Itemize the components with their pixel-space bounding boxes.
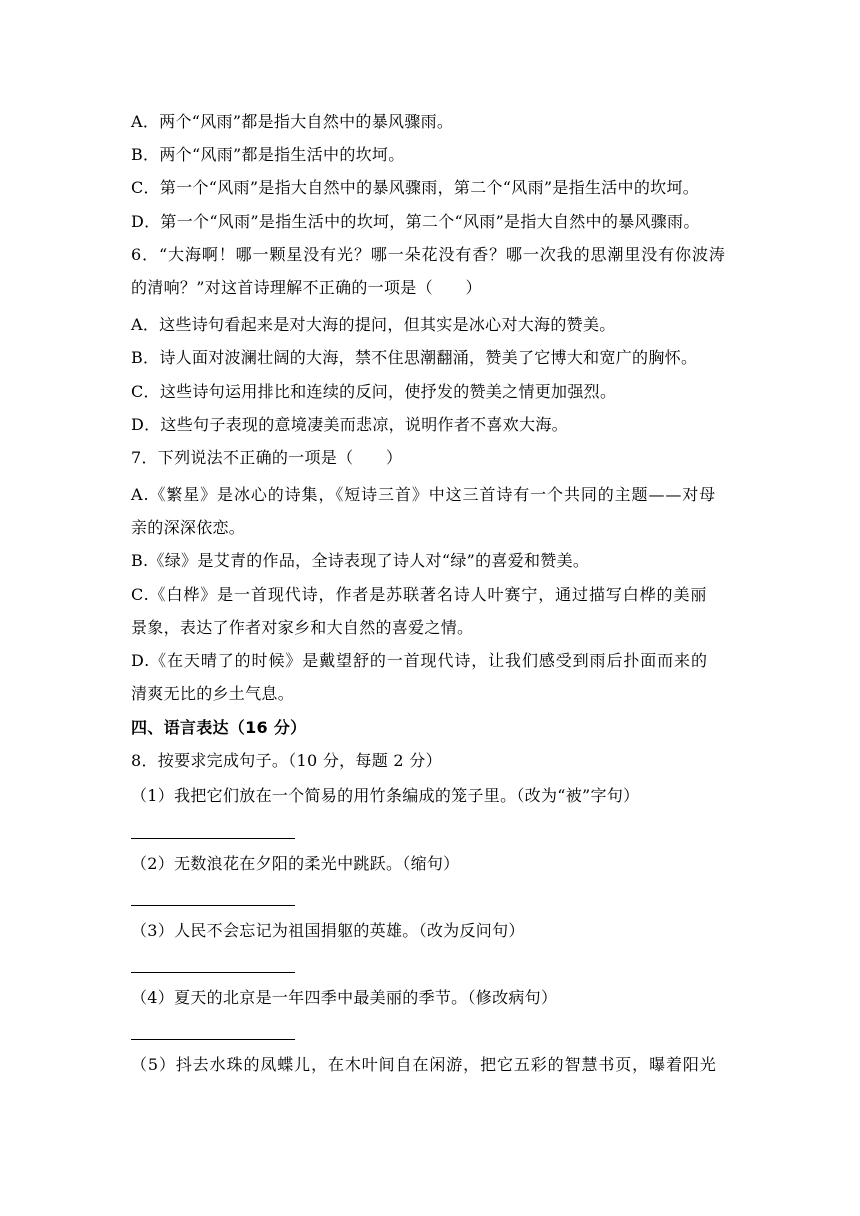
q8-item-5: （5）抖去水珠的凤蝶儿，在木叶间自在闲游，把它五彩的智慧书页，曝着阳光 (131, 1055, 717, 1074)
q6-option-a: A．这些诗句看起来是对大海的提问，但其实是冰心对大海的赞美。 (131, 315, 616, 334)
q7-option-d-line2: 清爽无比的乡土气息。 (131, 684, 295, 703)
q7-option-a-line2: 亲的深深依恋。 (131, 518, 246, 537)
q6-stem-line1: 6．“大海啊！哪一颗星没有光？哪一朵花没有香？哪一次我的思潮里没有你波涛 (131, 245, 726, 264)
section-4-heading: 四、语言表达（16 分） (131, 718, 307, 737)
q5-option-c: C．第一个“风雨”是指大自然中的暴风骤雨，第二个“风雨”是指生活中的坎坷。 (131, 178, 700, 197)
q7-option-c-line1: C.《白桦》是一首现代诗，作者是苏联著名诗人叶赛宁，通过描写白桦的美丽 (131, 585, 708, 604)
q8-item-1: （1）我把它们放在一个简易的用竹条编成的笼子里。（改为“被”字句） (131, 786, 640, 805)
q6-option-c: C．这些诗句运用排比和连续的反问，使抒发的赞美之情更加强烈。 (131, 382, 617, 401)
q8-item-4: （4）夏天的北京是一年四季中最美丽的季节。（修改病句） (131, 988, 558, 1007)
q8-stem: 8．按要求完成句子。（10 分，每题 2 分） (131, 751, 442, 770)
answer-blank-3[interactable] (131, 972, 295, 973)
q6-option-b: B．诗人面对波澜壮阔的大海，禁不住思潮翻涌，赞美了它博大和宽广的胸怀。 (131, 348, 698, 367)
q5-option-b: B．两个“风雨”都是指生活中的坎坷。 (131, 145, 405, 164)
answer-blank-2[interactable] (131, 905, 295, 906)
q7-option-b: B.《绿》是艾青的作品，全诗表现了诗人对“绿”的喜爱和赞美。 (131, 551, 590, 570)
q5-option-a: A．两个“风雨”都是指大自然中的暴风骤雨。 (131, 112, 454, 131)
q7-option-d-line1: D.《在天晴了的时候》是戴望舒的一首现代诗，让我们感受到雨后扑面而来的 (131, 651, 708, 670)
q7-option-a-line1: A.《繁星》是冰心的诗集，《短诗三首》中这三首诗有一个共同的主题——对母 (131, 485, 717, 504)
q6-stem-line2: 的清响？”对这首诗理解不正确的一项是（ ） (131, 278, 482, 297)
q5-option-d: D．第一个“风雨”是指生活中的坎坷，第二个“风雨”是指大自然中的暴风骤雨。 (131, 212, 700, 231)
q7-stem: 7．下列说法不正确的一项是（ ） (131, 448, 403, 467)
q6-option-d: D．这些句子表现的意境凄美而悲凉，说明作者不喜欢大海。 (131, 415, 568, 434)
q8-item-3: （3）人民不会忘记为祖国捐躯的英雄。（改为反问句） (131, 921, 525, 940)
answer-blank-1[interactable] (131, 838, 295, 839)
q8-item-2: （2）无数浪花在夕阳的柔光中跳跃。（缩句） (131, 854, 460, 873)
q7-option-c-line2: 景象，表达了作者对家乡和大自然的喜爱之情。 (131, 618, 474, 637)
answer-blank-4[interactable] (131, 1039, 295, 1040)
